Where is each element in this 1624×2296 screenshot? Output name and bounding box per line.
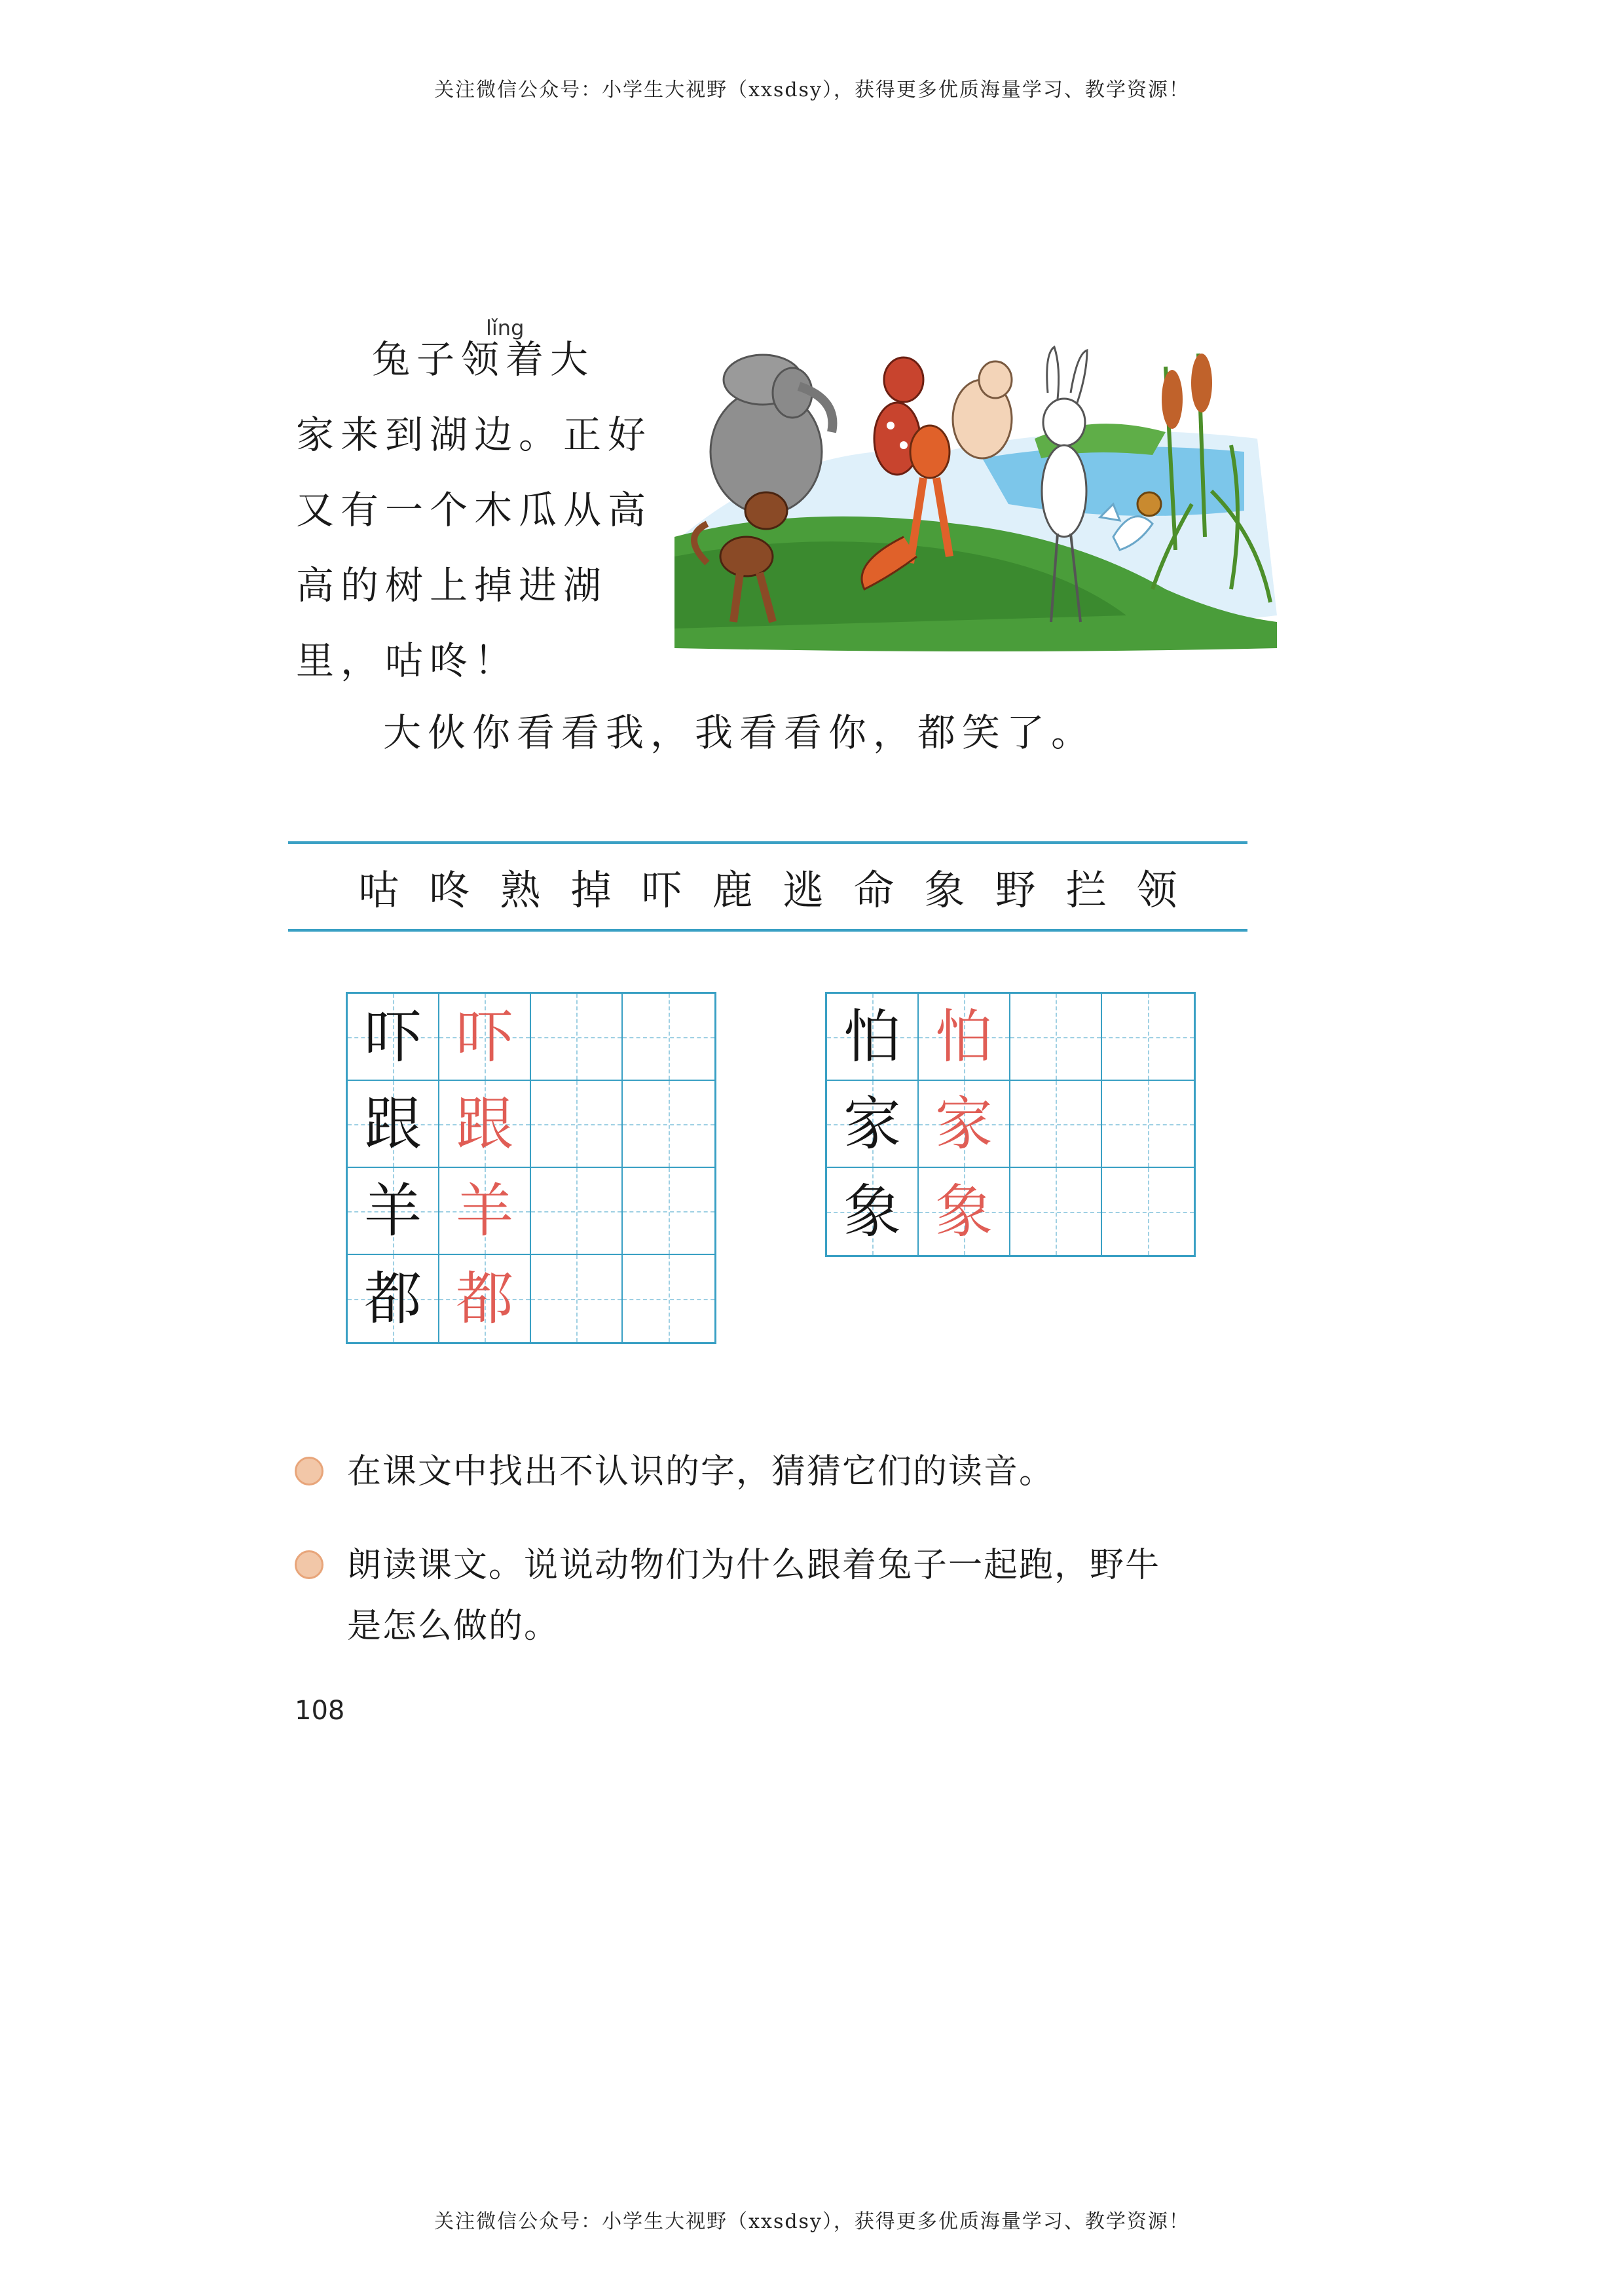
story-line-5: 里，咕咚！ <box>296 638 519 683</box>
new-word: 拦 <box>1065 866 1107 914</box>
task-bullet-icon <box>295 1550 323 1579</box>
story-line-4: 高的树上掉进湖 <box>296 563 608 608</box>
model-character: 羊 <box>363 1176 422 1245</box>
new-word: 领 <box>1136 866 1177 914</box>
animals-by-lake-illustration <box>668 340 1290 668</box>
story-line-1: 兔子领着大 <box>372 337 595 382</box>
footer-note: 关注微信公众号：小学生大视野（xxsdsy），获得更多优质海量学习、教学资源！ <box>434 2210 1190 2233</box>
task-2-text-continued: 是怎么做的。 <box>347 1607 560 1646</box>
story-line-2: 家来到湖边。正好 <box>296 412 653 457</box>
new-word: 咚 <box>429 866 470 914</box>
task-1-text: 在课文中找出不认识的字，猜猜它们的读音。 <box>347 1452 1055 1491</box>
model-character: 象 <box>843 1177 901 1245</box>
writing-grid-left <box>346 992 716 1344</box>
new-word: 逃 <box>783 866 824 914</box>
task-bullet-icon <box>295 1457 323 1485</box>
task-2-text: 朗读课文。说说动物们为什么跟着兔子一起跑，野牛 <box>347 1546 1161 1585</box>
story-closing-line: 大伙你看看我，我看看你，都笑了。 <box>383 710 1096 755</box>
trace-character: 跟 <box>455 1089 513 1157</box>
trace-character: 吓 <box>455 1002 513 1070</box>
page-number: 108 <box>295 1696 345 1726</box>
header-note: 关注微信公众号：小学生大视野（xxsdsy），获得更多优质海量学习、教学资源！ <box>434 79 1190 101</box>
new-word: 掉 <box>570 866 612 914</box>
new-word: 吓 <box>641 866 682 914</box>
new-word: 熟 <box>500 866 541 914</box>
trace-character: 家 <box>934 1089 993 1157</box>
new-words-strip <box>288 841 1247 932</box>
model-character: 都 <box>363 1264 422 1332</box>
writing-grid-right <box>825 992 1196 1257</box>
new-word: 命 <box>853 866 895 914</box>
trace-character: 羊 <box>455 1176 513 1245</box>
new-word: 鹿 <box>712 866 753 914</box>
story-line-3: 又有一个木瓜从高 <box>296 488 653 532</box>
model-character: 家 <box>843 1089 901 1157</box>
new-word: 咕 <box>358 866 399 914</box>
new-word: 象 <box>924 866 965 914</box>
new-word: 野 <box>995 866 1036 914</box>
trace-character: 象 <box>934 1177 993 1245</box>
model-character: 怕 <box>843 1002 901 1070</box>
model-character: 吓 <box>363 1002 422 1070</box>
pinyin-annotation: lǐng <box>486 316 525 340</box>
trace-character: 都 <box>455 1264 513 1332</box>
trace-character: 怕 <box>934 1002 993 1070</box>
model-character: 跟 <box>363 1089 422 1157</box>
